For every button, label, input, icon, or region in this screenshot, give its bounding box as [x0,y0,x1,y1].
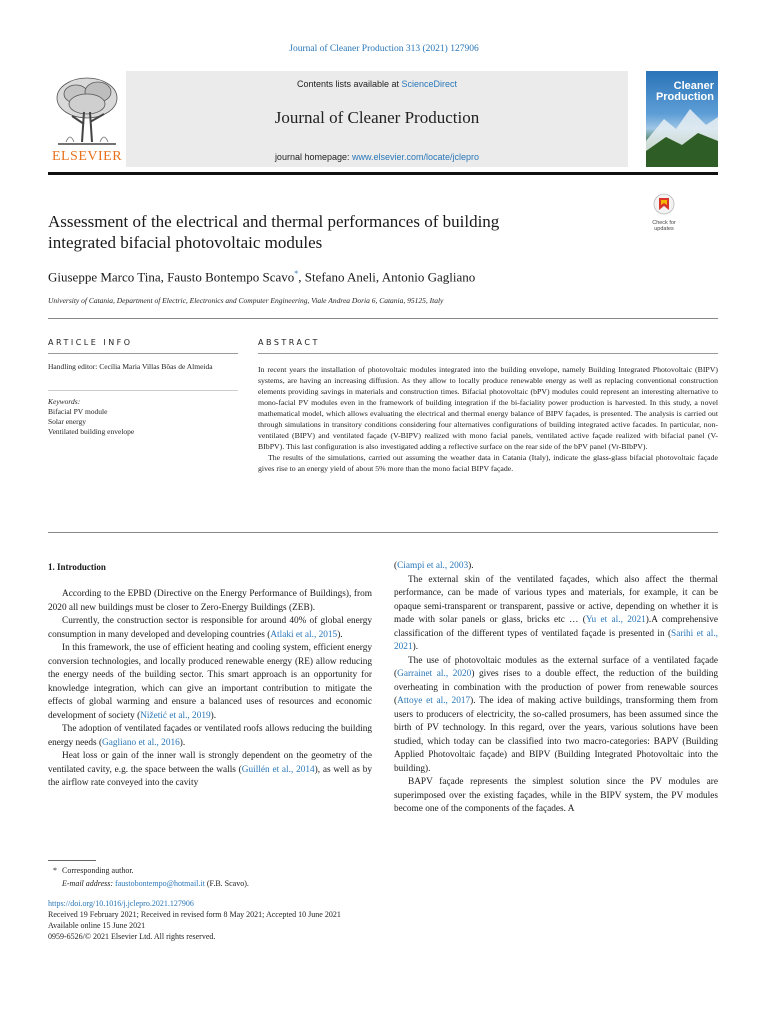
author-separator: , [298,269,305,285]
check-for-updates-button[interactable] [646,193,682,232]
footnotes [48,865,249,890]
intro-paragraph: According to the EPBD (Directive on the Energy Performance of Buildings), from 2020 all new buildings must be closer to Zero-Energy Buildings (ZEB). [48,589,372,613]
available-online: Available online 15 June 2021 [48,921,146,930]
article-info-rule [48,353,238,354]
abstract-paragraph-1: In recent years the installation of photovoltaic modules integrated into the building envelope, namely Building Integrated Photovoltaic (BIPV) systems, are having an increasing diffusion. As they allow to locally produce renewable energy as well as replacing conventional construction elements providing savings in materials and construction times. Bifacial photovoltaic (bPV) modules could represent an interesting alternative to mono-facial PV modules even in the framework of building integration if the bi-faciality power production is harvested. In this study, a novel mathematical model, which allows evaluating the electrical and thermal energy balance of BIPV façades, is presented. The analysis is carried out through simulations in transitory conditions considering four alternatives configurations of building integrated active facades. In particular, non-ventilated (BIPV) and ventilated façade (V-BIPV) realized with mono facial panels, ventilated active façade realized with bifacial panel (V-BIbPV). This last configuration is also investigated adding a reflective surface on the rear side of the bPV panel (Vr-BIbPV). [258,365,718,451]
citation-link[interactable]: Yu et al., 2021 [585,615,646,625]
intro-paragraph: Heat loss or gain of the inner wall is strongly dependent on the geometry of the ventilated cavity, e.g. the space between the walls (Guillén et al., 2014), as well as by the airflow rate conveyed into the cavity [48,751,372,788]
intro-paragraph: BAPV façade represents the simplest solution since the PV modules are superimposed over the existing façades, while in the BIPV system, the PV modules become one of the components of the façades. A [394,777,718,814]
keyword-item: Ventilated building envelope [48,427,135,436]
abstract-paragraph-2: The results of the simulations, carried out assuming the weather data in Catania (Italy), indicate the glass-glass bifacial photovoltaic façade gives rise to an energy yield of about 5% more than the mono facial BIPV façade. [258,453,718,473]
keyword-item: Solar energy [48,417,86,426]
keywords-label: Keywords: [48,397,81,406]
article-info-heading: ARTICLE INFO [48,338,133,347]
footnote-rule [48,860,96,861]
cover-title-line1: Cleaner [673,80,714,92]
title-line2: integrated bifacial photovoltaic modules [48,233,323,252]
citation-link[interactable]: Sarihi et al., 2021 [394,628,718,652]
contents-prefix: Contents lists available at [296,79,402,89]
corresponding-author-note: * Corresponding author. [48,865,249,878]
keywords-block [48,397,238,437]
author-name[interactable]: Antonio Gagliano [381,269,476,285]
contents-line [126,79,628,89]
cover-title-line2: Production [655,91,714,103]
intro-paragraph: The external skin of the ventilated façades, which also affect the thermal performance, can be made of various types and materials, for example, it can be opaque semi-transparent or transparent, passive or active, depending on whether it is made with solar panels or glass, bricks etc … (Yu et al., 2021).A comprehensive classification of the different types of ventilated façade is presented in (Sarihi et al., 2021). [394,574,719,652]
citation-link[interactable]: Guillén et al., 2014 [241,764,315,775]
journal-name[interactable]: Journal of Cleaner Production [274,108,480,127]
sciencedirect-link[interactable]: ScienceDirect [401,79,458,89]
author-name[interactable]: Giuseppe Marco Tina [48,269,161,285]
journal-citation-link[interactable]: Journal of Cleaner Production 313 (2021) 127906 [289,44,479,54]
article-title [48,211,608,253]
article-history [48,898,341,942]
intro-paragraph: The use of photovoltaic modules as the external surface of a ventilated façade (Garrainet al., 2020) gives rises to a double effect, the reduction of the building overheating in combination with the production of power from renewable sources (Attoye et al., 2017). The idea of making active buildings, transforming them from users to producers of electricity, the so-called prosumers, has been assumed since the birth of PV technology. In this regard, over the years, various solutions have been studied, which today can be classified into two macro-categories: BAPV (Building Applied Photovoltaic façade) and BIPV (Building Integrated Photovoltaic into the building). [394,655,719,774]
check-updates-icon [646,193,682,215]
affiliation: University of Catania, Department of Electric, Electronics and Computer Engineering, Viale Andrea Doria 6, Catania, 95125, Italy [48,296,444,305]
email-link[interactable]: faustobontempo@hotmail.it [115,878,205,888]
author-separator: , [375,269,382,285]
citation-link[interactable]: Ciampi et al., 2003 [397,561,469,571]
title-line1: Assessment of the electrical and thermal performances of building [48,212,500,231]
affiliation-divider [48,318,718,319]
received-dates: Received 19 February 2021; Received in revised form 8 May 2021; Accepted 10 June 2021 [48,910,341,919]
journal-header [126,71,628,167]
author-name[interactable]: Fausto Bontempo Scavo [167,269,295,285]
citation-link[interactable]: Atlaki et al., 2015 [270,629,338,640]
citation-link[interactable]: Gagliano et al., 2016 [102,737,180,748]
check-updates-line2: updates [654,226,674,232]
citation-link[interactable]: Nižetić et al., 2019 [140,710,211,721]
footnote-mark: * [53,866,57,875]
check-updates-line1: Check for [652,220,676,226]
left-column [48,588,372,791]
email-note: E-mail address: faustobontempo@hotmail.it (F.B. Scavo). [62,878,249,888]
abstract-body [258,364,718,474]
author-name[interactable]: Stefano Aneli [304,269,376,285]
corresponding-mark[interactable]: * [294,269,299,278]
intro-paragraph: In this framework, the use of efficient heating and cooling system, efficient energy conversion technologies, and locally produced renewable energy (RE) allow reducing the energy needs of the building sector. This smart approach is an opportunity for knowledge integration, which can give an important contribution to mitigate the effects of global warming and ensure a balanced uses of resources and economic development of society (Nižetić et al., 2019). [48,643,372,721]
abstract-heading: ABSTRACT [258,338,320,347]
cover-title [656,81,714,103]
handling-editor: Handling editor: Cecília Maria Villas Bôas de Almeida [48,362,213,371]
homepage-line [126,152,628,162]
abstract-rule [258,353,718,354]
author-list [48,269,475,285]
homepage-prefix: journal homepage: [274,152,352,162]
elsevier-wordmark: ELSEVIER [51,149,123,164]
homepage-link[interactable]: www.elsevier.com/locate/jclepro [352,152,480,162]
intro-paragraph: (Ciampi et al., 2003). [394,561,474,571]
doi-link[interactable]: https://doi.org/10.1016/j.jclepro.2021.127906 [48,899,194,908]
right-column [394,560,718,817]
citation-link[interactable]: Attoye et al., 2017 [397,696,471,706]
keyword-item: Bifacial PV module [48,407,108,416]
intro-paragraph: Currently, the construction sector is responsible for around 40% of global energy consumption in many developed and developing countries (Atlaki et al., 2015). [48,616,372,640]
journal-cover[interactable] [646,71,718,167]
elsevier-logo[interactable] [48,72,126,167]
citation-link[interactable]: Garrainet al., 2020 [397,669,472,679]
author-separator: , [160,269,168,285]
abstract-divider [48,532,718,533]
header-divider [48,172,718,175]
introduction-heading: 1. Introduction [48,562,106,572]
copyright: 0959-6526/© 2021 Elsevier Ltd. All rights reserved. [48,932,216,941]
intro-paragraph: The adoption of ventilated façades or ventilated roofs allows reducing the building energy needs (Gagliano et al., 2016). [48,724,372,748]
keywords-rule [48,390,238,391]
tree-icon [48,72,126,150]
